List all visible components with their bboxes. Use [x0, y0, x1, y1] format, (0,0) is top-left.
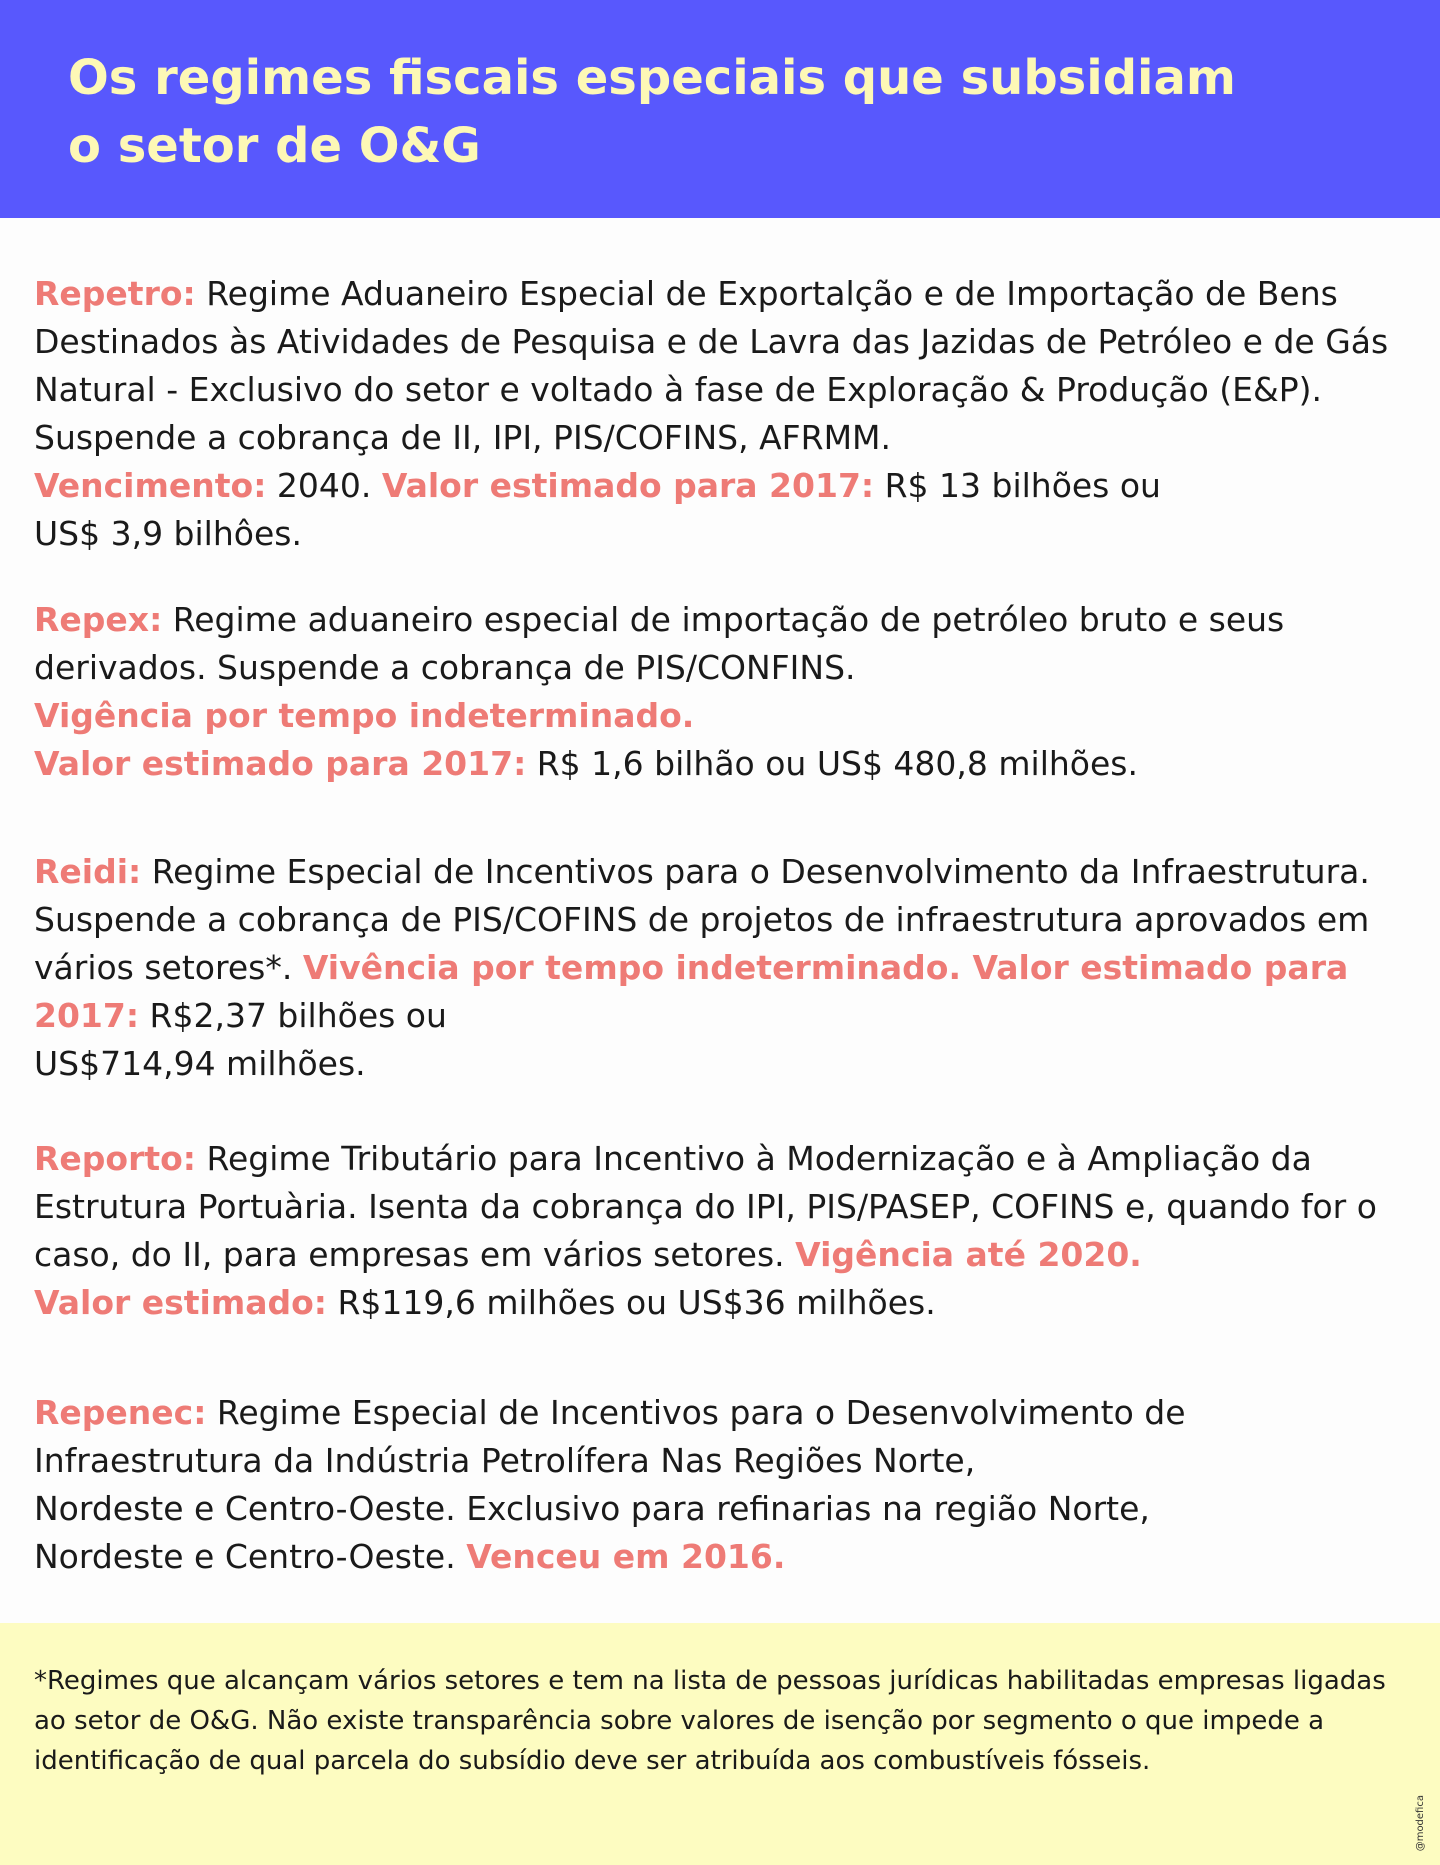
regime-reidi [34, 848, 1404, 1088]
regime-description-line-2: Infraestrutura da Indústria Petrolífera Nas Regiões Norte, [34, 1441, 976, 1480]
regime-term-value: 2040. [266, 466, 382, 505]
regime-value-label: Valor estimado para 2017: [381, 466, 875, 505]
regime-description: Regime Aduaneiro Especial de Exportalção e de Importação de Bens Destinados às Atividades de Pesquisa e de Lavra das Jazidas de Petróleo e de Gás Natural - Exclusivo do setor e voltado à fase de Exploração & Produção (E&P). Suspende a cobrança de II, IPI, PIS/COFINS, AFRMM. [34, 274, 1389, 457]
regime-description-line-3: Nordeste e Centro-Oeste. Exclusivo para refinarias na região Norte, [34, 1489, 1150, 1528]
regime-term-label: Venceu em 2016. [466, 1537, 786, 1576]
regime-repenec [34, 1389, 1404, 1581]
regime-value-label: Valor estimado: [34, 1283, 328, 1322]
regime-repex [34, 596, 1404, 788]
regime-description-line-4: Nordeste e Centro-Oeste. [34, 1537, 467, 1576]
regime-term-label: Vencimento: [34, 466, 267, 505]
regime-name: Repetro: [34, 274, 196, 313]
regime-name: Reporto: [34, 1139, 197, 1178]
regime-value-text-continued: US$ 3,9 bilhôes. [34, 514, 302, 553]
regime-name: Reidi: [34, 852, 142, 891]
credit-handle: @modefica [1415, 1794, 1426, 1851]
regime-description: Regime Tributário para Incentivo à Modernização e à Ampliação da Estrutura Portuària. Isenta da cobrança do IPI, PIS/PASEP, COFINS e, quando for o caso, do II, para empresas em vários setores. [34, 1139, 1377, 1274]
page-title [68, 44, 1368, 180]
page-title-line-1: Os regimes fiscais especiais que subsidiam [68, 50, 1236, 106]
regime-term-label: Vigência por tempo indeterminado. [34, 696, 695, 735]
regime-value-text: R$ 13 bilhões ou [874, 466, 1161, 505]
regime-value-label: Valor estimado para 2017: [34, 948, 1349, 1035]
regime-description-line-1: Regime Especial de Incentivos para o Desenvolvimento de [206, 1393, 1186, 1432]
header-banner [0, 0, 1440, 218]
regime-description: Regime aduaneiro especial de importação de petróleo bruto e seus derivados. Suspende a cobrança de PIS/CONFINS. [34, 600, 1285, 687]
regime-reporto [34, 1135, 1404, 1327]
page-title-line-2: o setor de O&G [68, 118, 481, 174]
footnote-box [0, 1623, 1440, 1865]
regime-value-text: R$119,6 milhões ou US$36 milhões. [327, 1283, 936, 1322]
regime-value-text-continued: US$714,94 milhões. [34, 1044, 366, 1083]
regime-value-label: Valor estimado para 2017: [34, 744, 527, 783]
regime-value-text: R$ 1,6 bilhão ou US$ 480,8 milhões. [526, 744, 1138, 783]
regime-term-label: Vigência até 2020. [795, 1235, 1142, 1274]
regime-repetro [34, 270, 1404, 558]
footnote-text: *Regimes que alcançam vários setores e tem na lista de pessoas jurídicas habilitadas empresas ligadas ao setor de O&G. Não existe transparência sobre valores de isenção por segmento o que impede a identificação de qual parcela do subsídio deve ser atribuída aos combustíveis fósseis. [34, 1666, 1386, 1776]
regime-term-label: Vivência por tempo indeterminado. [302, 948, 962, 987]
regime-description: Regime Especial de Incentivos para o Desenvolvimento da Infraestrutura. Suspende a cobrança de PIS/COFINS de projetos de infraestrutura aprovados em vários setores*. [34, 852, 1370, 987]
regime-name: Repenec: [34, 1393, 207, 1432]
regime-value-text: R$2,37 bilhões ou [139, 996, 447, 1035]
regime-name: Repex: [34, 600, 163, 639]
